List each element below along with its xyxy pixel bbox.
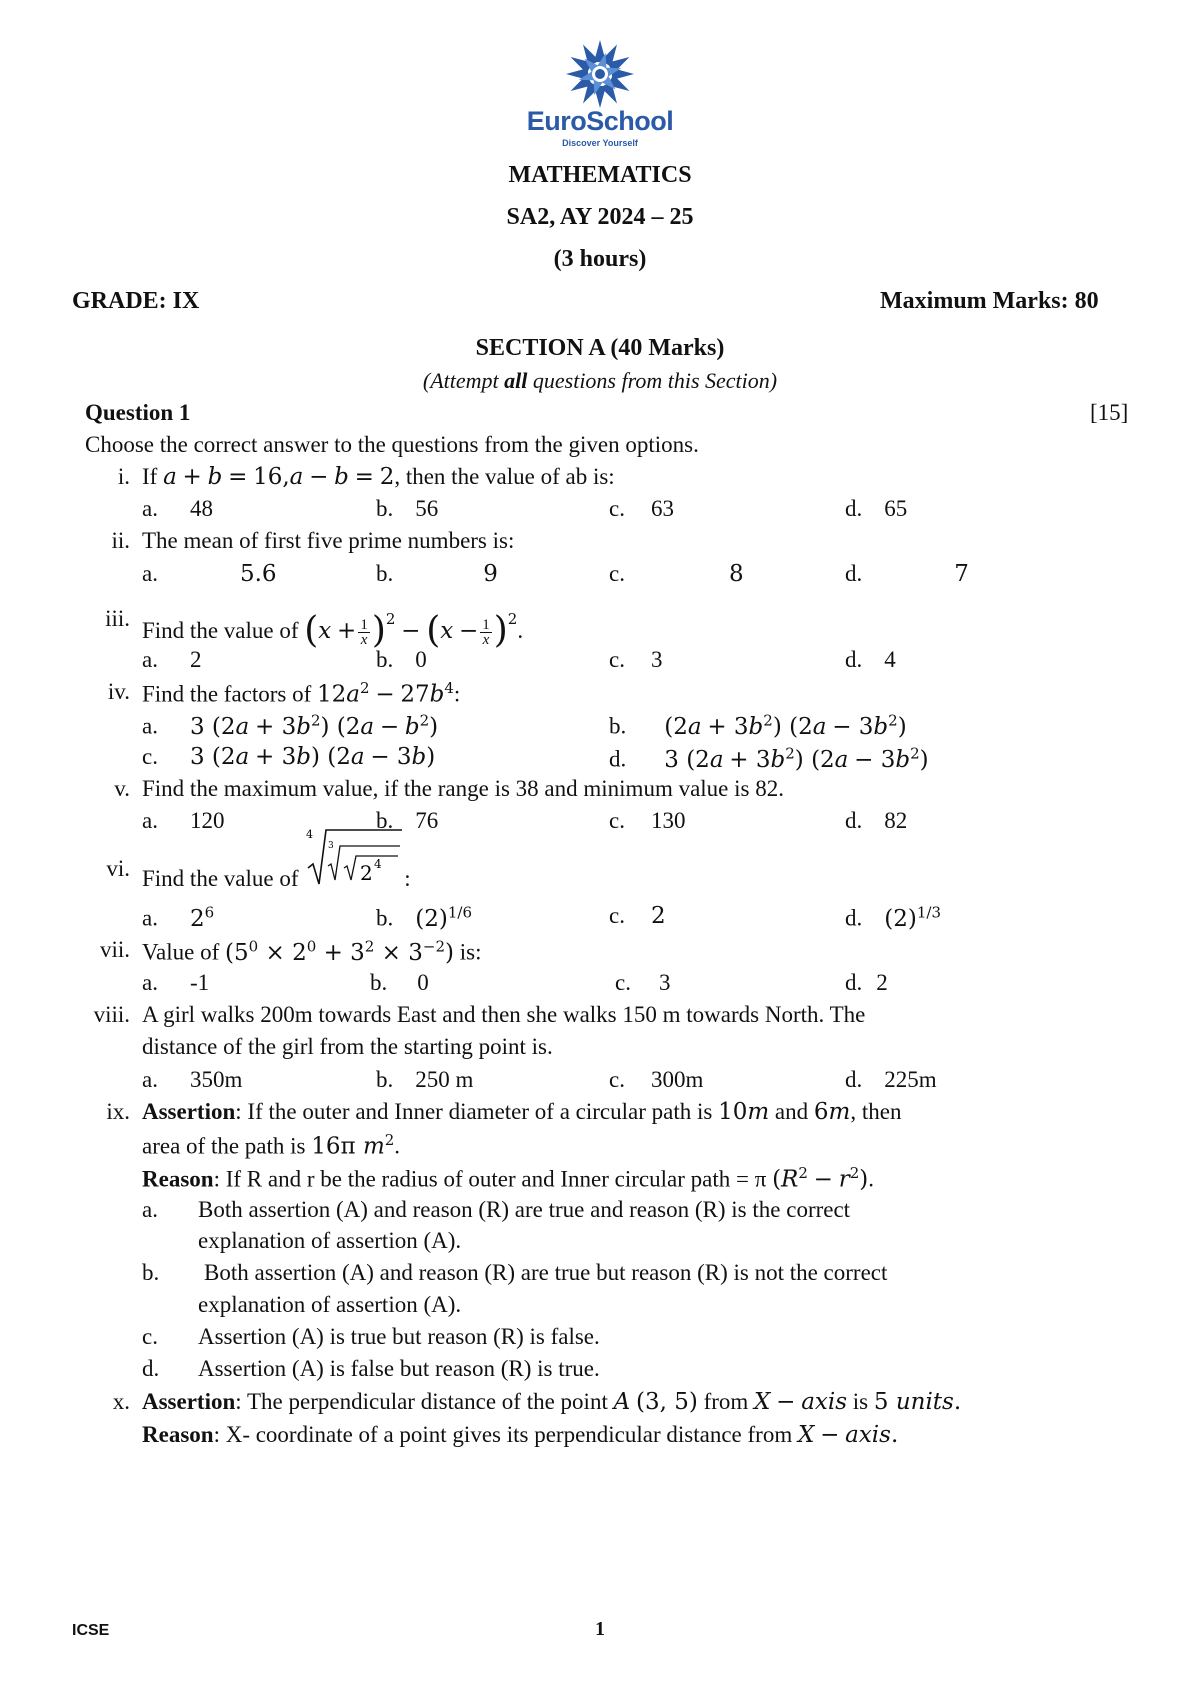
item-ix-opt-b-letter: b. (142, 1260, 160, 1285)
item-i-opt-d: d. 65 (845, 496, 908, 521)
item-v-question: Find the maximum value, if the range is 38 and minimum value is 82. (142, 776, 784, 801)
item-x-assertion: Assertion: The perpendicular distance of the point A (3, 5) from X − axis is 5 units. (142, 1389, 962, 1415)
item-i-number: i. (117, 464, 130, 489)
item-ii-number: ii. (111, 528, 130, 553)
item-viii-opt-c: c. 300m (609, 1067, 704, 1092)
item-ii-opt-d: d. 7 (845, 561, 969, 587)
item-vii-opt-b: b. 0 (370, 970, 429, 995)
item-v-opt-c: c. 130 (609, 808, 686, 833)
item-ii-opt-c: c. 8 (609, 561, 744, 587)
item-vi-opt-c: c. 2 (609, 903, 666, 929)
flower-logo-icon (520, 36, 680, 116)
radical-sign-icon (304, 824, 404, 888)
item-viii-opt-d: d. 225m (845, 1067, 937, 1092)
item-iii-number: iii. (105, 606, 130, 631)
item-vi-opt-a: a. $2^6$ (142, 903, 215, 932)
item-ix-opt-d-letter: d. (142, 1356, 160, 1381)
subject-title: MATHEMATICS (508, 162, 692, 188)
max-marks: Maximum Marks: 80 (880, 288, 1099, 314)
item-v-opt-a: a. 120 (142, 808, 225, 833)
item-vi-question: Find the value of 4 3 2 4 : (142, 862, 411, 892)
item-iv-opt-a: a. 3 $(2a + 3b^2)$ $(2a - b^2)$ (142, 711, 439, 740)
school-logo (520, 36, 680, 156)
item-iv-question: Find the factors of $12a^2 - 27b^4$: (142, 679, 461, 708)
item-ix-assertion: Assertion: If the outer and Inner diameter of a circular path is 10m and 6m, then (142, 1099, 902, 1125)
section-instruction: (Attempt all questions from this Section) (422, 368, 778, 393)
item-v-opt-b: b. 76 (376, 808, 439, 833)
item-viii-opt-b: b. 250 m (376, 1067, 474, 1092)
item-x-number: x. (112, 1389, 130, 1414)
question-1-instruction: Choose the correct answer to the questions from the given options. (85, 432, 699, 457)
item-iii-opt-a: a. 2 (142, 647, 202, 672)
item-viii-question-line1: A girl walks 200m towards East and then she walks 150 m towards North. The (142, 1002, 866, 1027)
duration: (3 hours) (553, 246, 647, 272)
item-vii-number: vii. (99, 937, 130, 962)
question-1-marks: [15] (1090, 400, 1129, 425)
exam-title: SA2, AY 2024 – 25 (506, 204, 694, 230)
item-x-reason: Reason: X- coordinate of a point gives its perpendicular distance from X − axis. (142, 1422, 899, 1448)
logo-name: EuroSchool (526, 106, 674, 136)
item-ii-question: The mean of first five prime numbers is: (142, 528, 515, 553)
grade-label: GRADE: IX (72, 288, 200, 314)
item-iii-opt-d: d. 4 (845, 647, 896, 672)
item-vii-question: Value of $(5^0 \times 2^0 + 3^2 \times 3^{-2})$ is: (142, 937, 482, 966)
item-i-question: If a + b = 16,a − b = 2, then the value of ab is: (142, 464, 615, 490)
item-ix-opt-a-letter: a. (142, 1197, 158, 1222)
item-ix-opt-b-line2: explanation of assertion (A). (198, 1292, 462, 1317)
item-vi-number: vi. (106, 856, 130, 881)
item-ii-opt-b: b. 9 (376, 561, 498, 587)
item-ix-opt-d-text: Assertion (A) is false but reason (R) is true. (198, 1356, 600, 1381)
footer-board: ICSE (72, 1622, 110, 1639)
item-ix-opt-b-line1: Both assertion (A) and reason (R) are true but reason (R) is not the correct (204, 1260, 888, 1285)
item-v-number: v. (114, 776, 130, 801)
item-iv-number: iv. (107, 679, 130, 704)
item-vi-opt-d: d. $(2)^{1/3}$ (845, 903, 941, 932)
item-iv-opt-b: b. $(2a + 3b^2)$ $(2a - 3b^2)$ (609, 711, 907, 740)
nested-radical (304, 828, 404, 892)
item-v-opt-d: d. 82 (845, 808, 908, 833)
svg-text:4: 4 (306, 828, 314, 841)
item-i-opt-b: b. 56 (376, 496, 439, 521)
question-1-title: Question 1 (85, 400, 191, 425)
item-iv-opt-d: d. 3 $(2a + 3b^2)$ $(2a - 3b^2)$ (609, 744, 929, 773)
item-ix-opt-a-line2: explanation of assertion (A). (198, 1228, 462, 1253)
item-i-opt-a: a. 48 (142, 496, 213, 521)
item-vi-opt-b: b. $(2)^{1/6}$ (376, 903, 472, 932)
item-ix-assertion-line2: area of the path is 16π $m^2$. (142, 1131, 401, 1160)
svg-text:2: 2 (360, 861, 373, 885)
item-vii-opt-d: d. 2 (845, 970, 888, 995)
item-i-opt-c: c. 63 (609, 496, 674, 521)
item-ix-opt-c-letter: c. (142, 1324, 158, 1349)
item-viii-question-line2: distance of the girl from the starting point is. (142, 1034, 553, 1059)
logo-tagline: Discover Yourself (562, 138, 638, 148)
item-vii-opt-a: a. -1 (142, 970, 210, 995)
item-iii-question: Find the value of (x + $\frac{1}{x}$ )$^2$ − (x − $\frac{1}{x}$ )$^2$. (142, 610, 524, 651)
section-title: SECTION A (40 Marks) (475, 335, 725, 361)
item-ix-reason: Reason: If R and r be the radius of outer and Inner circular path = π $(R^2 - r^2)$. (142, 1164, 874, 1193)
item-iv-opt-c: c. 3 (2a + 3b) (2a − 3b) (142, 744, 436, 770)
item-ix-opt-c-text: Assertion (A) is true but reason (R) is false. (198, 1324, 600, 1349)
item-viii-number: viii. (93, 1002, 130, 1027)
svg-text:3: 3 (328, 841, 334, 851)
page-number: 1 (595, 1618, 605, 1640)
item-iii-opt-c: c. 3 (609, 647, 663, 672)
item-iii-opt-b: b. 0 (376, 647, 427, 672)
item-vii-opt-c: c. 3 (615, 970, 671, 995)
item-viii-opt-a: a. 350m (142, 1067, 243, 1092)
item-ix-opt-a-line1: Both assertion (A) and reason (R) are true and reason (R) is the correct (198, 1197, 851, 1222)
svg-text:4: 4 (374, 857, 382, 871)
item-ii-opt-a: a. 5.6 (142, 561, 277, 587)
item-ix-number: ix. (106, 1099, 130, 1124)
